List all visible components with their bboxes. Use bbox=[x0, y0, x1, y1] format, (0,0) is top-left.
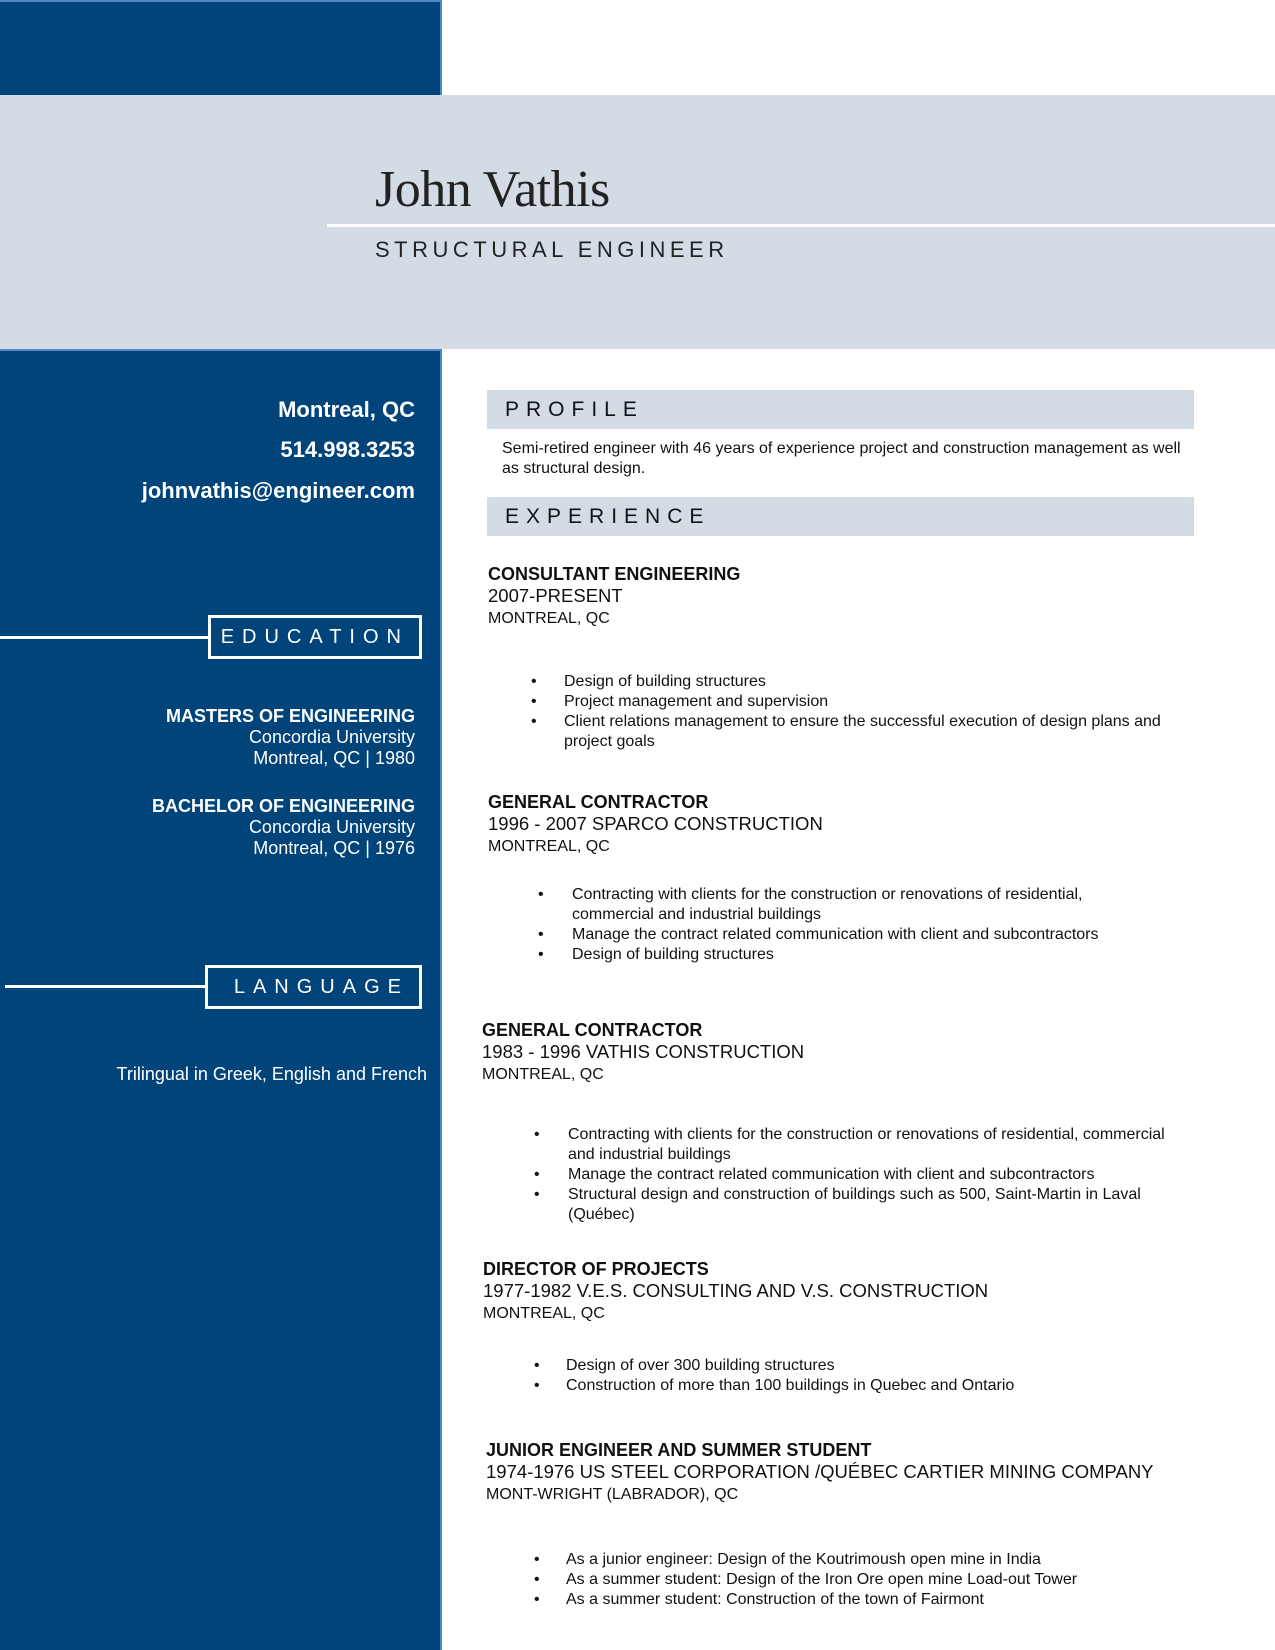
language-heading bbox=[205, 965, 422, 1009]
job-bullet: Manage the contract related communication with client and subcontractors bbox=[568, 1166, 1095, 1183]
job-role: JUNIOR ENGINEER AND SUMMER STUDENT bbox=[486, 1440, 872, 1460]
job-dates-company: 1977-1982 V.E.S. CONSULTING AND V.S. CONSTRUCTION bbox=[483, 1280, 989, 1301]
job-dates-company: 1983 - 1996 VATHIS CONSTRUCTION bbox=[482, 1041, 805, 1062]
bullet-icon: • bbox=[534, 1357, 540, 1374]
job-bullet: Contracting with clients for the construction or renovations of residential, commercial and industrial buildings bbox=[568, 1126, 1165, 1163]
job-location: MONTREAL, QC bbox=[483, 1305, 605, 1322]
job-bullet: Design of building structures bbox=[572, 946, 774, 963]
bullet-icon: • bbox=[538, 946, 544, 963]
job-role: GENERAL CONTRACTOR bbox=[488, 792, 709, 812]
place-year: Montreal, QC | 1980 bbox=[253, 748, 415, 768]
job-role: GENERAL CONTRACTOR bbox=[482, 1020, 703, 1040]
bullet-icon: • bbox=[531, 693, 537, 710]
job-bullet: Client relations management to ensure the successful execution of design plans and project goals bbox=[564, 713, 1161, 750]
job-bullet: Design of over 300 building structures bbox=[566, 1357, 835, 1374]
degree bbox=[166, 706, 415, 727]
job-dates-company: 2007-PRESENT bbox=[488, 585, 623, 606]
job-location: MONTREAL, QC bbox=[488, 838, 610, 855]
job-title: STRUCTURAL ENGINEER bbox=[375, 237, 729, 262]
contact-city: Montreal, QC bbox=[278, 397, 415, 422]
job-bullet: Design of building structures bbox=[564, 673, 766, 690]
bullet-icon: • bbox=[534, 1377, 540, 1394]
job-bullet: Project management and supervision bbox=[564, 693, 829, 710]
bullet-icon: • bbox=[534, 1571, 540, 1588]
job-dates-company: 1974-1976 US STEEL CORPORATION /QUÉBEC CARTIER MINING COMPANY bbox=[486, 1461, 1154, 1482]
degree-name: BACHELOR OF ENGINEERING bbox=[151, 796, 415, 816]
bullet-icon: • bbox=[531, 713, 537, 730]
job-dates-company: 1996 - 2007 SPARCO CONSTRUCTION bbox=[488, 813, 823, 834]
language-connector-line bbox=[5, 985, 207, 988]
name-divider bbox=[327, 224, 1275, 227]
job-bullet: Construction of more than 100 buildings in Quebec and Ontario bbox=[566, 1377, 1015, 1394]
education-heading bbox=[208, 615, 422, 659]
job-bullet: Manage the contract related communication with client and subcontractors bbox=[572, 926, 1099, 943]
degree bbox=[152, 796, 415, 817]
education-item bbox=[152, 796, 415, 859]
education-heading-text: EDUCATION bbox=[220, 625, 409, 648]
job-bullet: Structural design and construction of buildings such as 500, Saint-Martin in Laval (Québec) bbox=[568, 1186, 1141, 1223]
bullet-icon: • bbox=[538, 886, 544, 903]
job-bullet: As a summer student: Design of the Iron Ore open mine Load-out Tower bbox=[566, 1571, 1078, 1588]
profile-text: Semi-retired engineer with 46 years of experience project and construction management as well as structural design. bbox=[502, 440, 1181, 477]
education-item bbox=[166, 706, 415, 769]
job-location: MONTREAL, QC bbox=[488, 610, 610, 627]
candidate-name: John Vathis bbox=[375, 161, 610, 218]
bullet-icon: • bbox=[538, 926, 544, 943]
degree-name: MASTERS OF ENGINEERING bbox=[165, 706, 415, 726]
education-connector-line bbox=[0, 636, 210, 639]
bullet-icon: • bbox=[531, 673, 537, 690]
sidebar-top-block bbox=[0, 0, 442, 95]
job-role: DIRECTOR OF PROJECTS bbox=[483, 1259, 709, 1279]
job-bullet: Contracting with clients for the construction or renovations of residential, commercial and industrial buildings bbox=[572, 886, 1083, 923]
job-bullet: As a junior engineer: Design of the Koutrimoush open mine in India bbox=[566, 1551, 1041, 1568]
school: Concordia University bbox=[248, 817, 415, 837]
contact-email[interactable]: johnvathis@engineer.com bbox=[141, 478, 415, 503]
job-role: CONSULTANT ENGINEERING bbox=[488, 564, 741, 584]
contact-phone: 514.998.3253 bbox=[280, 437, 415, 462]
language-heading-text: LANGUAGE bbox=[233, 975, 409, 998]
school: Concordia University bbox=[248, 727, 415, 747]
profile-heading: PROFILE bbox=[487, 390, 1194, 429]
bullet-icon: • bbox=[534, 1551, 540, 1568]
job-location: MONTREAL, QC bbox=[482, 1066, 604, 1083]
language-text: Trilingual in Greek, English and French bbox=[116, 1064, 427, 1084]
header-band bbox=[0, 95, 1275, 349]
job-location: MONT-WRIGHT (LABRADOR), QC bbox=[486, 1486, 739, 1503]
bullet-icon: • bbox=[534, 1166, 540, 1183]
place-year: Montreal, QC | 1976 bbox=[253, 838, 415, 858]
bullet-icon: • bbox=[534, 1186, 540, 1203]
bullet-icon: • bbox=[534, 1591, 540, 1608]
bullet-icon: • bbox=[534, 1126, 540, 1143]
job-bullet: As a summer student: Construction of the town of Fairmont bbox=[566, 1591, 984, 1608]
experience-heading: EXPERIENCE bbox=[487, 497, 1194, 536]
